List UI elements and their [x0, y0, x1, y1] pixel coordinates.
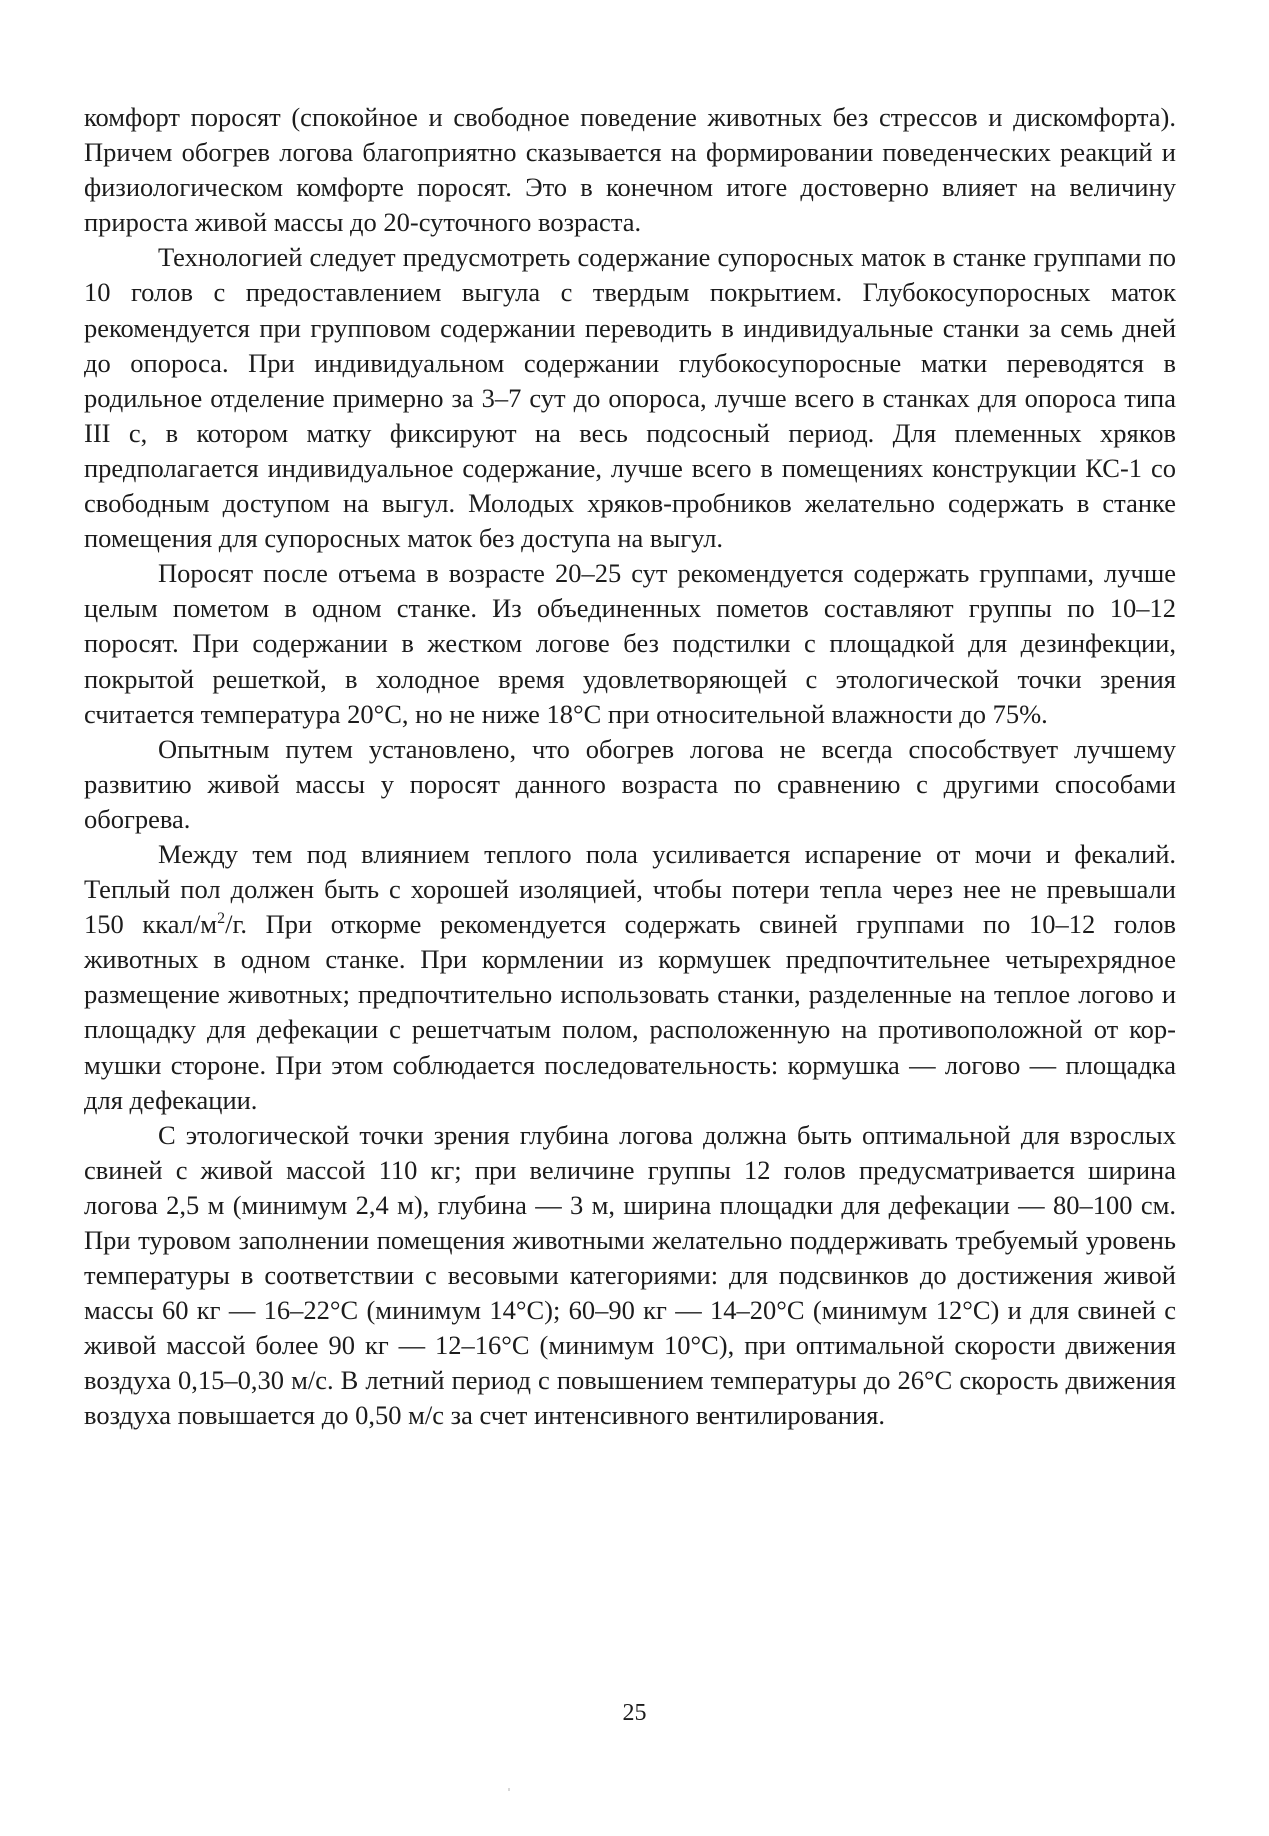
- superscript: 2: [217, 910, 226, 928]
- text-run: Технологией следует предусмотреть содержание супоросных маток в станке группами по 10 голов с предоставлением выгула с твердым покрытием. Глубокосупоросных маток рекомендуется при групповом содержании переводить в индивидуальные станки за семь дней до опороса. При индивидуальном содержании глубокосупоросные матки переводятся в родильное отделение примерно за 3–7 сут до опороса, лучше всего в станках для опороса типа III с, в котором матку фиксируют на весь подсосный период. Для племенных хряков предполагается индивидуальное содержание, лучше всего в помещениях конструкции КС-1 со свободным доступом на выгул. Молодых хряков-пробников желательно содержать в станке помещения для супоросных маток без доступа на выгул.: [84, 242, 1176, 554]
- text-run: /г. При откорме рекомендуется содержать свиней группами по 10–12 голов животных в одном станке. При кормлении из кормушек предпочтительнее четырехрядное размещение животных; предпочтительно использовать станки, разделенные на теплое логово и площадку для дефекации с решетчатым полом, расположенную на противоположной от кормушки стороне. При этом соблюдается последовательность: кормушка — логово — площадка для дефекации.: [84, 909, 1176, 1115]
- paragraph-p3: [84, 556, 1176, 731]
- scan-speck: [508, 1788, 510, 1791]
- page-number: 25: [622, 1700, 647, 1726]
- paragraph-p6: [84, 1118, 1176, 1434]
- page-body: [84, 100, 1176, 1434]
- paragraph-p4: [84, 732, 1176, 837]
- paragraph-p1: [84, 100, 1176, 240]
- paragraph-p2: [84, 240, 1176, 556]
- text-run: Поросят после отъема в возрасте 20–25 сут рекомендуется содержать группами, лучше целым пометом в одном станке. Из объединенных пометов составляют группы по 10–12 поросят. При содержании в жестком логове без подстилки с площадкой для дезинфекции, покрытой решеткой, в холодное время удовлетворяющей с этологической точки зрения считается температура 20°С, но не ниже 18°С при относительной влажности до 75%.: [84, 558, 1176, 729]
- text-run: комфорт поросят (спокойное и свободное поведение животных без стрессов и дискомфорта). Причем обогрев логова благоприятно сказывается на формировании поведенческих реакций и физиологическом комфорте поросят. Это в конечном итоге достоверно влияет на величину прироста живой массы до 20-суточного возраста.: [84, 102, 1176, 238]
- text-run: С этологической точки зрения глубина логова должна быть оптимальной для взрослых свиней с живой массой 110 кг; при величине группы 12 голов предусматривается ширина логова 2,5 м (минимум 2,4 м), глубина — 3 м, ширина площадки для дефекации — 80–100 см. При туровом заполнении помещения животными желательно поддерживать требуемый уровень температуры в соответствии с весовыми категориями: для подсвинков до достижения живой массы 60 кг — 16–22°С (минимум 14°С); 60–90 кг — 14–20°С (минимум 12°С) и для свиней с живой массой более 90 кг — 12–16°С (минимум 10°С), при оптимальной скорости движения воздуха 0,15–0,30 м/с. В летний период с повышением температуры до 26°С скорость движения воздуха повышается до 0,50 м/с за счет интенсивного вентилирования.: [84, 1119, 1176, 1431]
- text-run: Между тем под влиянием теплого пола усиливается испарение от мочи и фекалий. Теплый пол должен быть с хорошей изоляцией, чтобы потери тепла через нее не превышали 150 ккал/м: [84, 838, 1176, 940]
- paragraph-p5: [84, 837, 1176, 1118]
- text-run: Опытным путем установлено, что обогрев логова не всегда способствует лучшему развитию живой массы у поросят данного возраста по сравнению с другими способами обогрева.: [84, 733, 1176, 834]
